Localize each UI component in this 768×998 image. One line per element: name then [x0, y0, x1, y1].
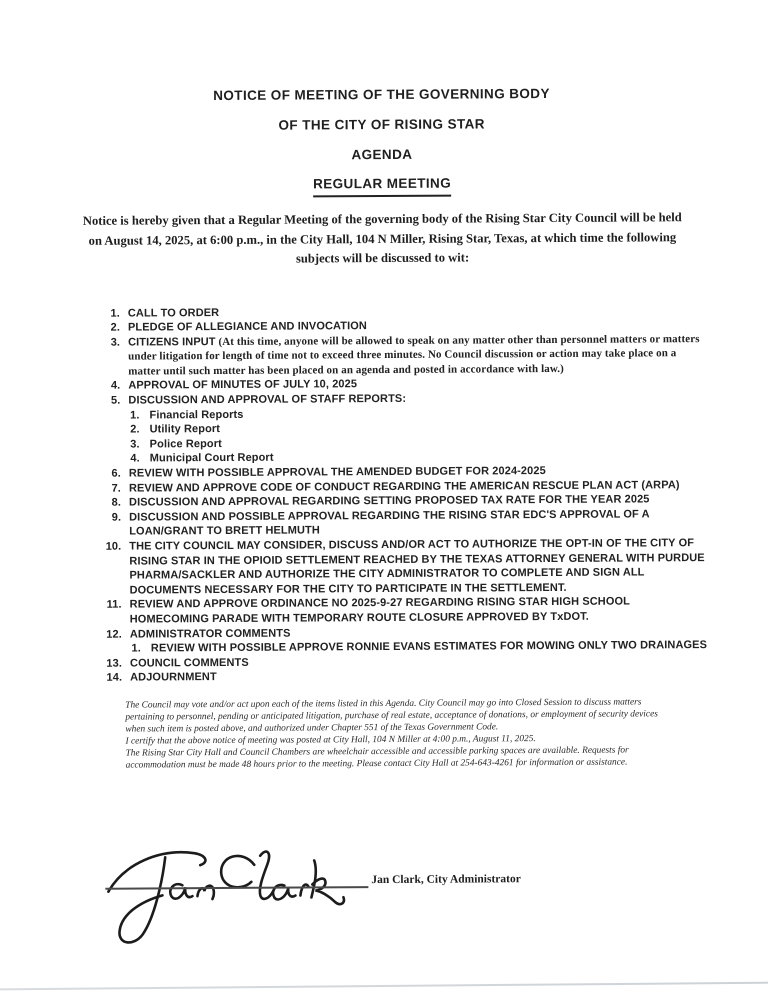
agenda-item-number: 14.	[106, 671, 123, 685]
agenda-item-text: COUNCIL COMMENTS	[129, 656, 249, 670]
agenda-item-number: 1.	[110, 307, 120, 320]
agenda-item-number: 6.	[111, 467, 121, 480]
agenda-item	[101, 536, 708, 598]
agenda-sub-item-number: 2.	[130, 423, 140, 436]
agenda-item-text: THE CITY COUNCIL MAY CONSIDER, DISCUSS AND/OR ACT TO AUTHORIZE THE OPT-IN OF THE CITY OF RISING STAR IN THE OPIOID SETTLEMENT REACHED BY THE TEXAS ATTORNEY GENERAL WITH PURDUE PHARMA/SACKLER AND AUTHORIZE THE CITY ADMINISTRATOR TO COMPLETE AND SIGN ALL DOCUMENTS NECESSARY FOR THE CITY TO PARTICIPATE IN THE SETTLEMENT.	[129, 537, 705, 597]
agenda-sub-item-text: Police Report	[149, 437, 222, 451]
agenda-item-number: 11.	[106, 598, 122, 612]
agenda-item-text: ADJOURNMENT	[130, 671, 217, 684]
agenda-item-text: CITIZENS INPUT (At this time, anyone will be allowed to speak on any matter other than personnel matters or matters under litigation for length of time not to exceed three minutes. No Council discussion or action may take place on a matter until such matter has been placed on an agenda and posted in accordance with law.)	[128, 332, 700, 378]
agenda-item-number: 9.	[111, 511, 122, 524]
meeting-type-heading: REGULAR MEETING	[313, 174, 451, 198]
agenda-sub-item-text: Financial Reports	[149, 408, 244, 422]
page-title-line2: OF THE CITY OF RISING STAR	[278, 116, 485, 133]
agenda-item	[100, 332, 707, 379]
agenda-item	[101, 507, 708, 540]
agenda-item-text: DISCUSSION AND APPROVAL REGARDING SETTING PROPOSED TAX RATE FOR THE YEAR 2025	[128, 493, 650, 509]
agenda-item-number: 2.	[110, 321, 120, 334]
agenda-sub-item-text: REVIEW WITH POSSIBLE APPROVE RONNIE EVANS ESTIMATES FOR MOWING ONLY TWO DRAINAGES	[150, 639, 708, 655]
document-header	[0, 0, 766, 199]
agenda-item-number: 12.	[106, 628, 122, 641]
agenda-item-number: 5.	[110, 394, 121, 407]
agenda-list	[100, 303, 709, 686]
agenda-item-text: DISCUSSION AND APPROVAL OF STAFF REPORTS:	[128, 392, 407, 407]
agenda-item	[102, 594, 709, 627]
handwritten-signature	[102, 840, 378, 947]
agenda-item-number: 10.	[105, 540, 122, 553]
agenda-sub-item-text: Municipal Court Report	[149, 452, 274, 465]
agenda-item-text: REVIEW AND APPROVE ORDINANCE NO 2025-9-27 REGARDING RISING STAR HIGH SCHOOL HOMECOMING PARADE WITH TEMPORARY ROUTE CLOSURE APPROVED BY TxDOT.	[129, 595, 630, 626]
fine-print-paragraph: I certify that the above notice of meeting was posted at City Hall, 104 N Miller at 4:00 p.m., August 11, 2025.	[125, 734, 536, 747]
agenda-sub-item-text: Utility Report	[149, 423, 221, 436]
agenda-item-text: REVIEW AND APPROVE CODE OF CONDUCT REGARDING THE AMERICAN RESCUE PLAN ACT (ARPA)	[128, 478, 680, 495]
doc-type-heading: AGENDA	[351, 146, 413, 163]
scanned-page-bottom-edge	[0, 982, 768, 991]
page-title-line1: NOTICE OF MEETING OF THE GOVERNING BODY	[213, 85, 550, 104]
agenda-item-number: 7.	[111, 482, 121, 495]
agenda-item-number: 4.	[110, 380, 121, 393]
agenda-sub-item-number: 1.	[131, 642, 141, 655]
agenda-item-number: 3.	[110, 336, 121, 349]
agenda-sub-item-number: 1.	[130, 409, 140, 422]
signature-block	[2, 838, 768, 953]
notice-intro-paragraph: Notice is hereby given that a Regular Meeting of the governing body of the Rising Star City Council will be held on August 14, 2025, at 6:00 p.m., in the City Hall, 104 N Miller, Rising Star, Texas, at which time the following subjects will be discussed to wit:	[82, 210, 682, 266]
agenda-item-text: REVIEW WITH POSSIBLE APPROVAL THE AMENDED BUDGET FOR 2024-2025	[128, 465, 546, 480]
agenda-item	[102, 667, 709, 685]
agenda-sub-item-number: 4.	[130, 452, 140, 465]
agenda-item-text: CALL TO ORDER	[127, 306, 220, 320]
agenda-item-number: 8.	[111, 496, 122, 509]
agenda-item-text: PLEDGE OF ALLEGIANCE AND INVOCATION	[127, 320, 367, 334]
signer-printed-name: Jan Clark, City Administrator	[371, 873, 521, 887]
agenda-item-text: DISCUSSION AND POSSIBLE APPROVAL REGARDING THE RISING STAR EDC'S APPROVAL OF A LOAN/GRANT TO BRETT HELMUTH	[129, 508, 650, 538]
agenda-item-number: 13.	[106, 657, 123, 670]
agenda-item-text: APPROVAL OF MINUTES OF JULY 10, 2025	[128, 378, 358, 393]
fine-print-section	[125, 696, 670, 771]
agenda-item-text: ADMINISTRATOR COMMENTS	[129, 627, 291, 641]
agenda-sub-item-number: 3.	[130, 438, 140, 451]
fine-print-paragraph: The Rising Star City Hall and Council Chambers are wheelchair accessible and accessible parking spaces are available. Requests for accommodation must be made 48 hours prior to the meeting. Please contact City Hall at 254-643-4261 for information or assistance.	[125, 745, 629, 771]
fine-print-paragraph: The Council may vote and/or act upon each of the items listed in this Agenda. City Council may go into Closed Session to discuss matters pertaining to personnel, pending or anticipated litigation, purchase of real estate, acceptance of donations, or employment of security devices when such item is posted above, and authorized under Chapter 551 of the Texas Government Code.	[125, 697, 658, 735]
